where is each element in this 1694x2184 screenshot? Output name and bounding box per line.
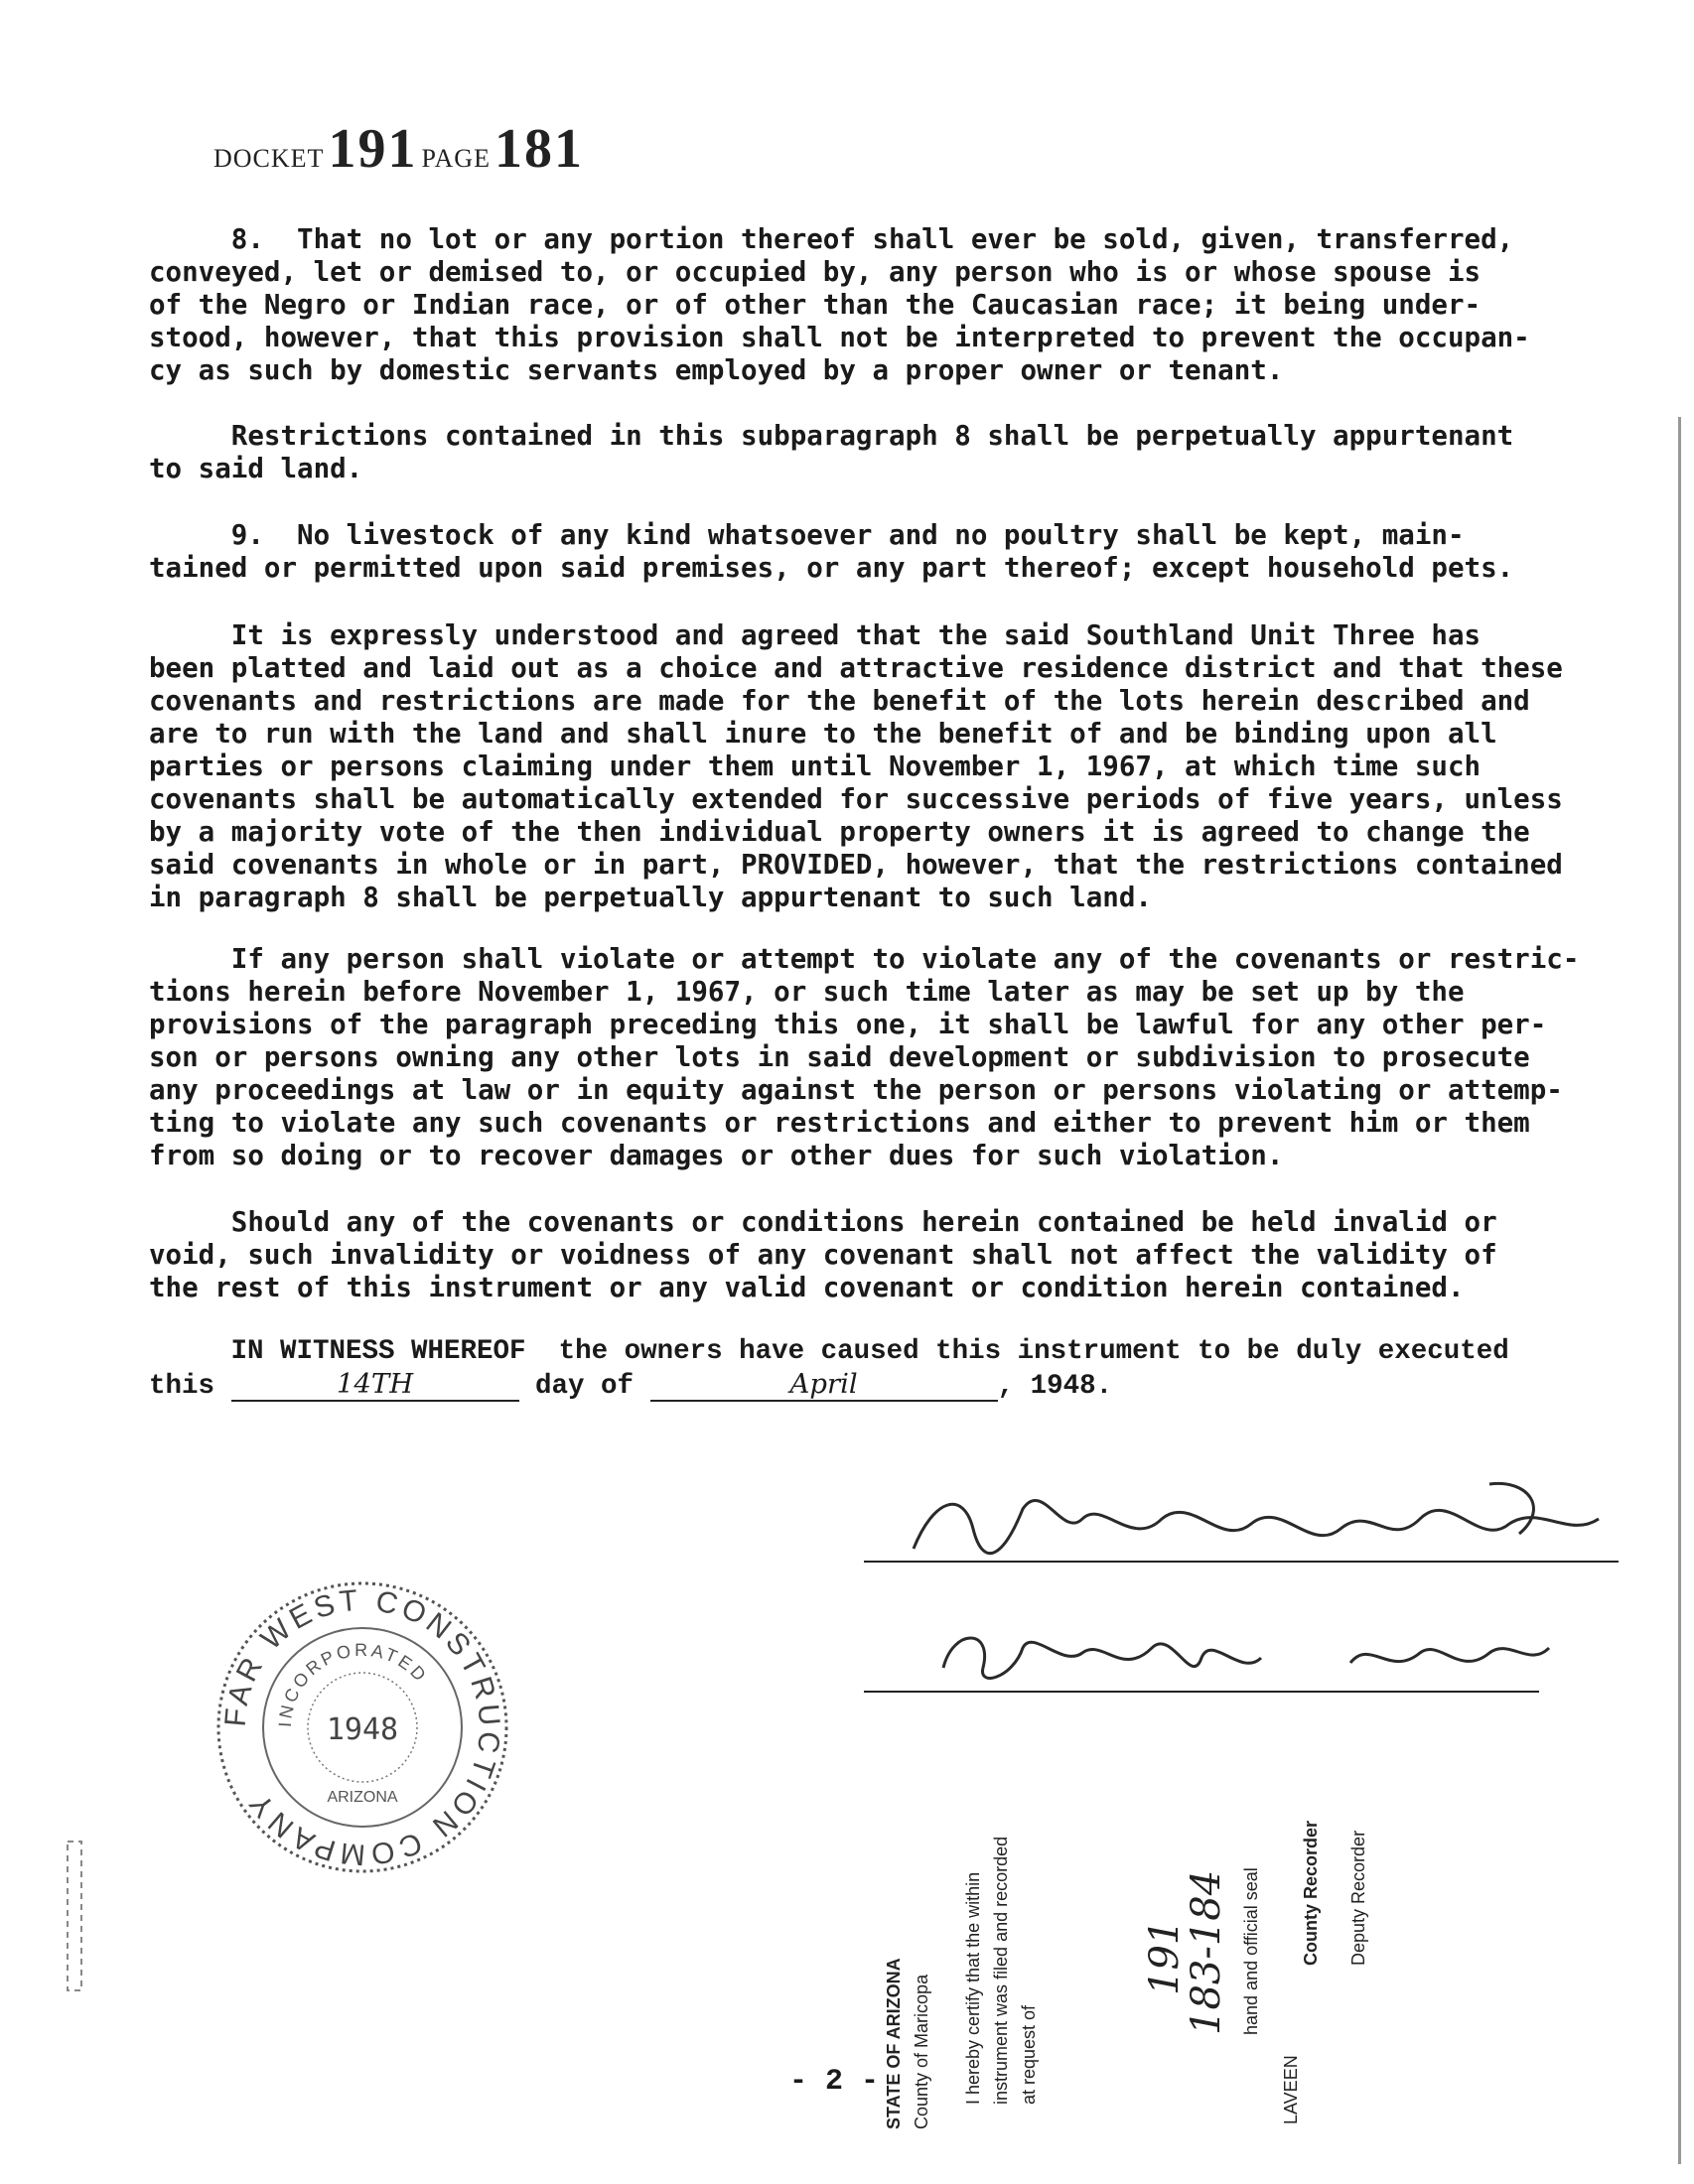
paragraph-restrictions: Restrictions contained in this subparagraph 8 shall be perpetually appurtenant to said land. (149, 420, 1514, 484)
stamp-deputy-title: Deputy Recorder (1348, 1830, 1368, 1966)
stamp-pages: 183-184 (1184, 1869, 1229, 2035)
seal-year: 1948 (326, 1712, 399, 1747)
paragraph-8: 8. That no lot or any portion thereof shall ever be sold, given, transferred, conveyed, let or demised to, or occupied by, any person who is or whose spouse is of the Negro or Indian race, or of other than the Caucasian race; it being under- stood, however, that this provision shall not be interpreted to prevent the occupan- cy as such by domestic servants employed by a proper owner or tenant. (149, 223, 1530, 386)
seal-inner-text: INCORPORATED (274, 1639, 432, 1728)
secretary-signature (923, 1608, 1559, 1713)
stamp-state: STATE OF ARIZONA (884, 1958, 904, 2129)
day-value: 14TH (231, 1368, 519, 1402)
secretary-signature-line (864, 1691, 1539, 1693)
stamp-certify: I hereby certify that the within (963, 1871, 983, 2105)
seal-state: ARIZONA (327, 1789, 398, 1806)
this-label: this (149, 1371, 215, 1402)
stamp-request: at request of (1019, 2004, 1039, 2105)
margin-stamp-mark (60, 1837, 89, 1995)
page-footer-number: - 2 - (789, 2065, 880, 2099)
book-label: DOCKET (213, 144, 325, 173)
book-number: 191 (328, 118, 418, 180)
page-number: 181 (494, 118, 584, 180)
paragraph-understood: It is expressly understood and agreed that the said Southland Unit Three has been platted and laid out as a choice and attractive residence district and that these covenants and restrictions are made for the benefit of the lots herein described and are to run with the land and shall inure to the benefit of and be binding upon all parties or persons claiming under them until November 1, 1967, at which time such covenants shall be automatically extended for successive periods of five years, unless by a majority vote of the then individual property owners it is agreed to change the said covenants in whole or in part, PROVIDED, however, that the restrictions contained in paragraph 8 shall be perpetually appurtenant to such land. (149, 619, 1563, 913)
stamp-recorder-title: County Recorder (1301, 1820, 1321, 1966)
seal-outer-text: FAR WEST CONSTRUCTION COMPANY (218, 1583, 506, 1871)
stamp-instrument: instrument was filed and recorded (991, 1836, 1011, 2105)
stamp-recorder-name: LAVEEN (1281, 2055, 1301, 2124)
month-value: April (650, 1368, 998, 1402)
stamp-book: 191 (1142, 1919, 1188, 1995)
year-suffix: , 1948. (997, 1371, 1113, 1402)
president-signature-mark (894, 1479, 1609, 1569)
corporate-seal (213, 1578, 511, 1876)
secretary-signature-mark (923, 1608, 1559, 1698)
stamp-hand-seal: hand and official seal (1241, 1867, 1261, 2035)
page-edge-line (1678, 417, 1681, 2164)
paragraph-invalid: Should any of the covenants or conditions herein contained be held invalid or void, such invalidity or voidness of any covenant shall not affect the validity of the rest of this instrument or any valid covenant or condition herein contained. (149, 1206, 1497, 1303)
recorder-stamp (864, 1707, 1480, 2144)
president-signature-line (864, 1561, 1619, 1563)
paragraph-violate: If any person shall violate or attempt to violate any of the covenants or restric- tions herein before November 1, 1967, or such time later as may be set up by the provisions of the paragraph preceding this one, it shall be lawful for any other per- son or persons owning any other lots in said development or subdivision to prosecute any proceedings at law or in equity against the person or persons violating or attemp- ting to violate any such covenants or restrictions and either to prevent him or them from so doing or to recover damages or other dues for such violation. (149, 943, 1580, 1171)
record-header (213, 117, 584, 181)
page-label: PAGE (421, 144, 491, 173)
execution-date (149, 1368, 1112, 1402)
witness-clause: IN WITNESS WHEREOF the owners have caused this instrument to be duly executed (149, 1336, 1509, 1367)
stamp-county: County of Maricopa (912, 1974, 931, 2129)
president-signature (894, 1479, 1609, 1584)
paragraph-9: 9. No livestock of any kind whatsoever and no poultry shall be kept, main- tained or permitted upon said premises, or any part thereof; except household pets. (149, 519, 1514, 584)
day-of-label: day of (535, 1371, 635, 1402)
